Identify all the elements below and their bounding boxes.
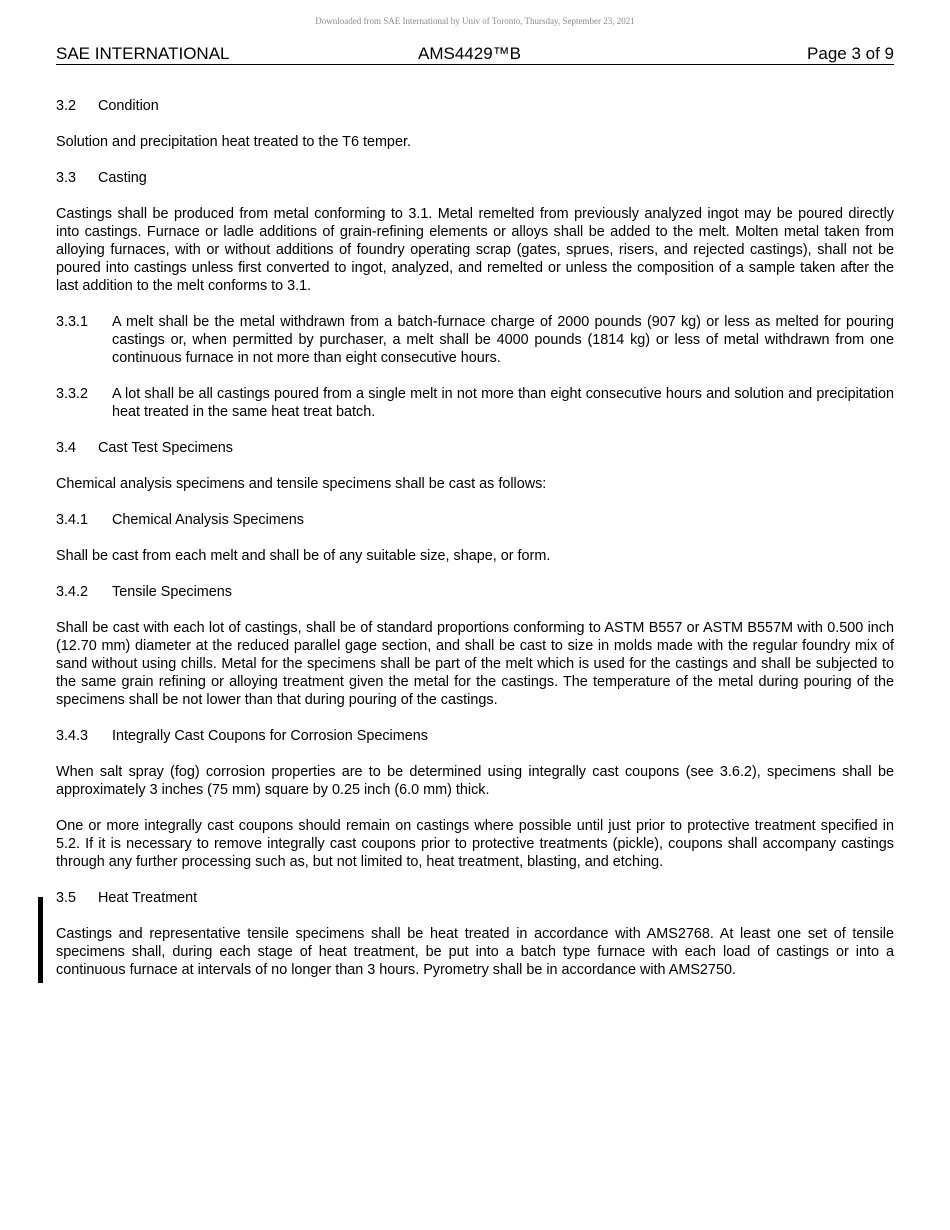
section-3-2-heading (56, 97, 894, 115)
header-page-number: Page 3 of 9 (807, 44, 894, 63)
section-3-4-2-text: Shall be cast with each lot of castings, shall be of standard proportions conforming to ASTM B557 or ASTM B557M with 0.500 inch (12.70 mm) diameter at the reduced parallel gage section, and shall be cast to size in molds made with the regular foundry mix of sand without using chills. Metal for the specimens shall be part of the melt which is used for the castings and shall be subjected to the same grain refining or alloying treatment given the metal for the castings. The temperature of the metal during pouring of the specimens shall be not lower than that during pouring of the castings. (56, 620, 894, 708)
section-number: 3.3.1 (56, 314, 89, 330)
section-3-3-heading (56, 169, 894, 187)
document-body (56, 97, 894, 997)
section-title: Cast Test Specimens (98, 440, 233, 456)
download-watermark: Downloaded from SAE International by Univ of Toronto, Thursday, September 23, 2021 (315, 16, 635, 26)
section-number: 3.4.1 (56, 512, 89, 528)
section-title: Chemical Analysis Specimens (112, 512, 304, 528)
section-text: A melt shall be the metal withdrawn from a batch-furnace charge of 2000 pounds (907 kg) or less as melted for pouring castings or, when permitted by purchaser, a melt shall be 4000 pounds (1814 kg) or less of metal withdrawn from one continuous furnace in not more than eight consecutive hours. (112, 314, 894, 366)
section-3-4-3-text-1: When salt spray (fog) corrosion properties are to be determined using integrally cast coupons (see 3.6.2), specimens shall be approximately 3 inches (75 mm) square by 0.25 inch (6.0 mm) thick. (56, 764, 894, 798)
section-text: A lot shall be all castings poured from a single melt in not more than eight consecutive hours and solution and precipitation heat treated in the same heat treat batch. (112, 386, 894, 420)
section-number: 3.4.2 (56, 584, 89, 600)
section-3-4-text: Chemical analysis specimens and tensile specimens shall be cast as follows: (56, 476, 547, 492)
section-number: 3.2 (56, 98, 77, 114)
section-3-3-2 (56, 385, 894, 421)
section-3-2-text: Solution and precipitation heat treated to the T6 temper. (56, 134, 411, 150)
header-document-id: AMS4429™B (418, 44, 521, 63)
section-title: Casting (98, 170, 147, 186)
section-3-5-text: Castings and representative tensile specimens shall be heat treated in accordance with AMS2768. At least one set of tensile specimens shall, during each stage of heat treatment, be put into a batch type furnace with each load of castings or into a continuous furnace at intervals of no longer than 3 hours. Pyrometry shall be in accordance with AMS2750. (56, 926, 894, 978)
section-number: 3.5 (56, 890, 77, 906)
revision-change-bar (38, 897, 43, 983)
section-number: 3.3.2 (56, 386, 89, 402)
section-3-4-3-heading (56, 727, 894, 745)
section-number: 3.4 (56, 440, 77, 456)
page-header (56, 44, 894, 65)
section-3-4-1-heading (56, 511, 894, 529)
section-title: Heat Treatment (98, 890, 198, 906)
header-organization: SAE INTERNATIONAL (56, 44, 230, 63)
section-title: Tensile Specimens (112, 584, 232, 600)
section-3-5-heading (56, 889, 894, 907)
section-3-4-1-text: Shall be cast from each melt and shall be of any suitable size, shape, or form. (56, 548, 551, 564)
section-3-4-heading (56, 439, 894, 457)
section-title: Integrally Cast Coupons for Corrosion Specimens (112, 728, 428, 744)
section-3-4-2-heading (56, 583, 894, 601)
section-3-3-1 (56, 313, 894, 367)
section-3-3-text: Castings shall be produced from metal conforming to 3.1. Metal remelted from previously analyzed ingot may be poured directly into castings. Furnace or ladle additions of grain-refining elements or alloys shall be added to the melt. Molten metal taken from alloying furnaces, with or without additions of foundry operating scrap (gates, sprues, risers, and rejected castings), shall not be poured into castings unless first converted to ingot, analyzed, and remelted or unless the composition of a sample taken after the last addition to the melt conforms to 3.1. (56, 206, 894, 294)
section-number: 3.3 (56, 170, 77, 186)
section-title: Condition (98, 98, 159, 114)
section-number: 3.4.3 (56, 728, 89, 744)
section-3-4-3-text-2: One or more integrally cast coupons should remain on castings where possible until just prior to protective treatment specified in 5.2. If it is necessary to remove integrally cast coupons prior to protective treatments (pickle), coupons shall accompany castings through any further processing such as, but not limited to, heat treatment, blasting, and etching. (56, 818, 894, 870)
